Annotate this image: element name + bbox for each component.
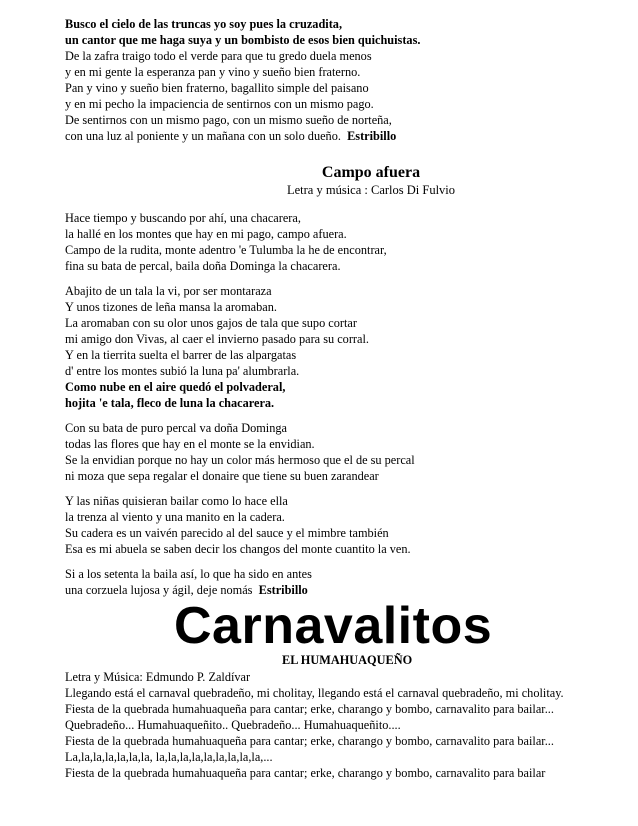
lyric-line: la trenza al viento y una manito en la cadera. — [65, 510, 285, 524]
lyric-line: Abajito de un tala la vi, por ser montaraza — [65, 284, 272, 298]
lyric-line: fina su bata de percal, baila doña Dominga la chacarera. — [65, 259, 341, 273]
song-credit: Letra y música : Carlos Di Fulvio — [286, 183, 456, 197]
lyric-line — [65, 128, 396, 144]
lyric-line: De sentirnos con un mismo pago, con un mismo sueño de norteña, — [65, 113, 392, 127]
lyric-line: Si a los setenta la baila así, lo que ha sido en antes — [65, 567, 312, 581]
lyric-line: Fiesta de la quebrada humahuaqueña para cantar; erke, charango y bombo, carnavalito para bailar... — [65, 702, 554, 716]
lyric-line-bold: Como nube en el aire quedó el polvaderal, — [65, 380, 286, 394]
lyric-line: y en mi gente la esperanza pan y vino y sueño bien fraterno. — [65, 65, 361, 79]
lyric-line: Y unos tizones de leña mansa la aromaban. — [65, 300, 277, 314]
lyric-line: De la zafra traigo todo el verde para que tu gredo duela menos — [65, 49, 372, 63]
lyric-line: Fiesta de la quebrada humahuaqueña para cantar; erke, charango y bombo, carnavalito para bailar — [65, 766, 546, 780]
lyric-text: con una luz al poniente y un mañana con un solo dueño. — [65, 129, 341, 143]
lyric-line: Y en la tierrita suelta el barrer de las alpargatas — [65, 348, 297, 362]
song-title: Campo afuera — [321, 164, 421, 181]
lyric-line: la hallé en los montes que hay en mi pago, campo afuera. — [65, 227, 347, 241]
lyric-line: La,la,la,la,la,la,la, la,la,la,la,la,la,la,la,la,... — [65, 750, 273, 764]
lyric-line: todas las flores que hay en el monte se la envidian. — [65, 437, 315, 451]
lyric-line: Con su bata de puro percal va doña Dominga — [65, 421, 287, 435]
lyric-line: un cantor que me haga suya y un bombisto de esos bien quichuistas. — [65, 33, 421, 47]
lyric-line: mi amigo don Vivas, al caer el invierno pasado para su corral. — [65, 332, 369, 346]
lyric-line: Hace tiempo y buscando por ahí, una chacarera, — [65, 211, 301, 225]
lyric-line: Y las niñas quisieran bailar como lo hace ella — [65, 494, 288, 508]
estribillo-tag: Estribillo — [258, 583, 308, 597]
lyric-line: Su cadera es un vaivén parecido al del sauce y el mimbre también — [65, 526, 389, 540]
lyric-line: Esa es mi abuela se saben decir los changos del monte cuantito la ven. — [65, 542, 411, 556]
section-title: Carnavalitos — [174, 597, 493, 655]
lyric-line: Pan y vino y sueño bien fraterno, bagallito simple del paisano — [65, 81, 369, 95]
song-subtitle: EL HUMAHUAQUEÑO — [282, 653, 413, 667]
lyric-line: Llegando está el carnaval quebradeño, mi cholitay, llegando está el carnaval quebradeño, mi cholitay. — [65, 686, 564, 700]
lyric-line: La aromaban con su olor unos gajos de tala que supo cortar — [65, 316, 357, 330]
lyric-line: d' entre los montes subió la luna pa' alumbrarla. — [65, 364, 300, 378]
estribillo-tag: Estribillo — [347, 129, 397, 143]
lyric-line: Fiesta de la quebrada humahuaqueña para cantar; erke, charango y bombo, carnavalito para bailar... — [65, 734, 554, 748]
lyric-line: Campo de la rudita, monte adentro 'e Tulumba la he de encontrar, — [65, 243, 387, 257]
lyric-line: Busco el cielo de las truncas yo soy pues la cruzadita, — [65, 17, 343, 31]
lyric-line-bold: hojita 'e tala, fleco de luna la chacarera. — [65, 396, 275, 410]
lyric-line: Se la envidian porque no hay un color más hermoso que el de su percal — [65, 453, 415, 467]
lyric-line: y en mi pecho la impaciencia de sentirnos con un mismo pago. — [65, 97, 374, 111]
lyric-line: ni moza que sepa regalar el donaire que tiene su buen zarandear — [65, 469, 379, 483]
song-credit: Letra y Música: Edmundo P. Zaldívar — [65, 670, 251, 684]
lyric-line: Quebradeño... Humahuaqueñito.. Quebradeño... Humahuaqueñito.... — [65, 718, 401, 732]
lyric-text: una corzuela lujosa y ágil, deje nomás — [65, 583, 253, 597]
